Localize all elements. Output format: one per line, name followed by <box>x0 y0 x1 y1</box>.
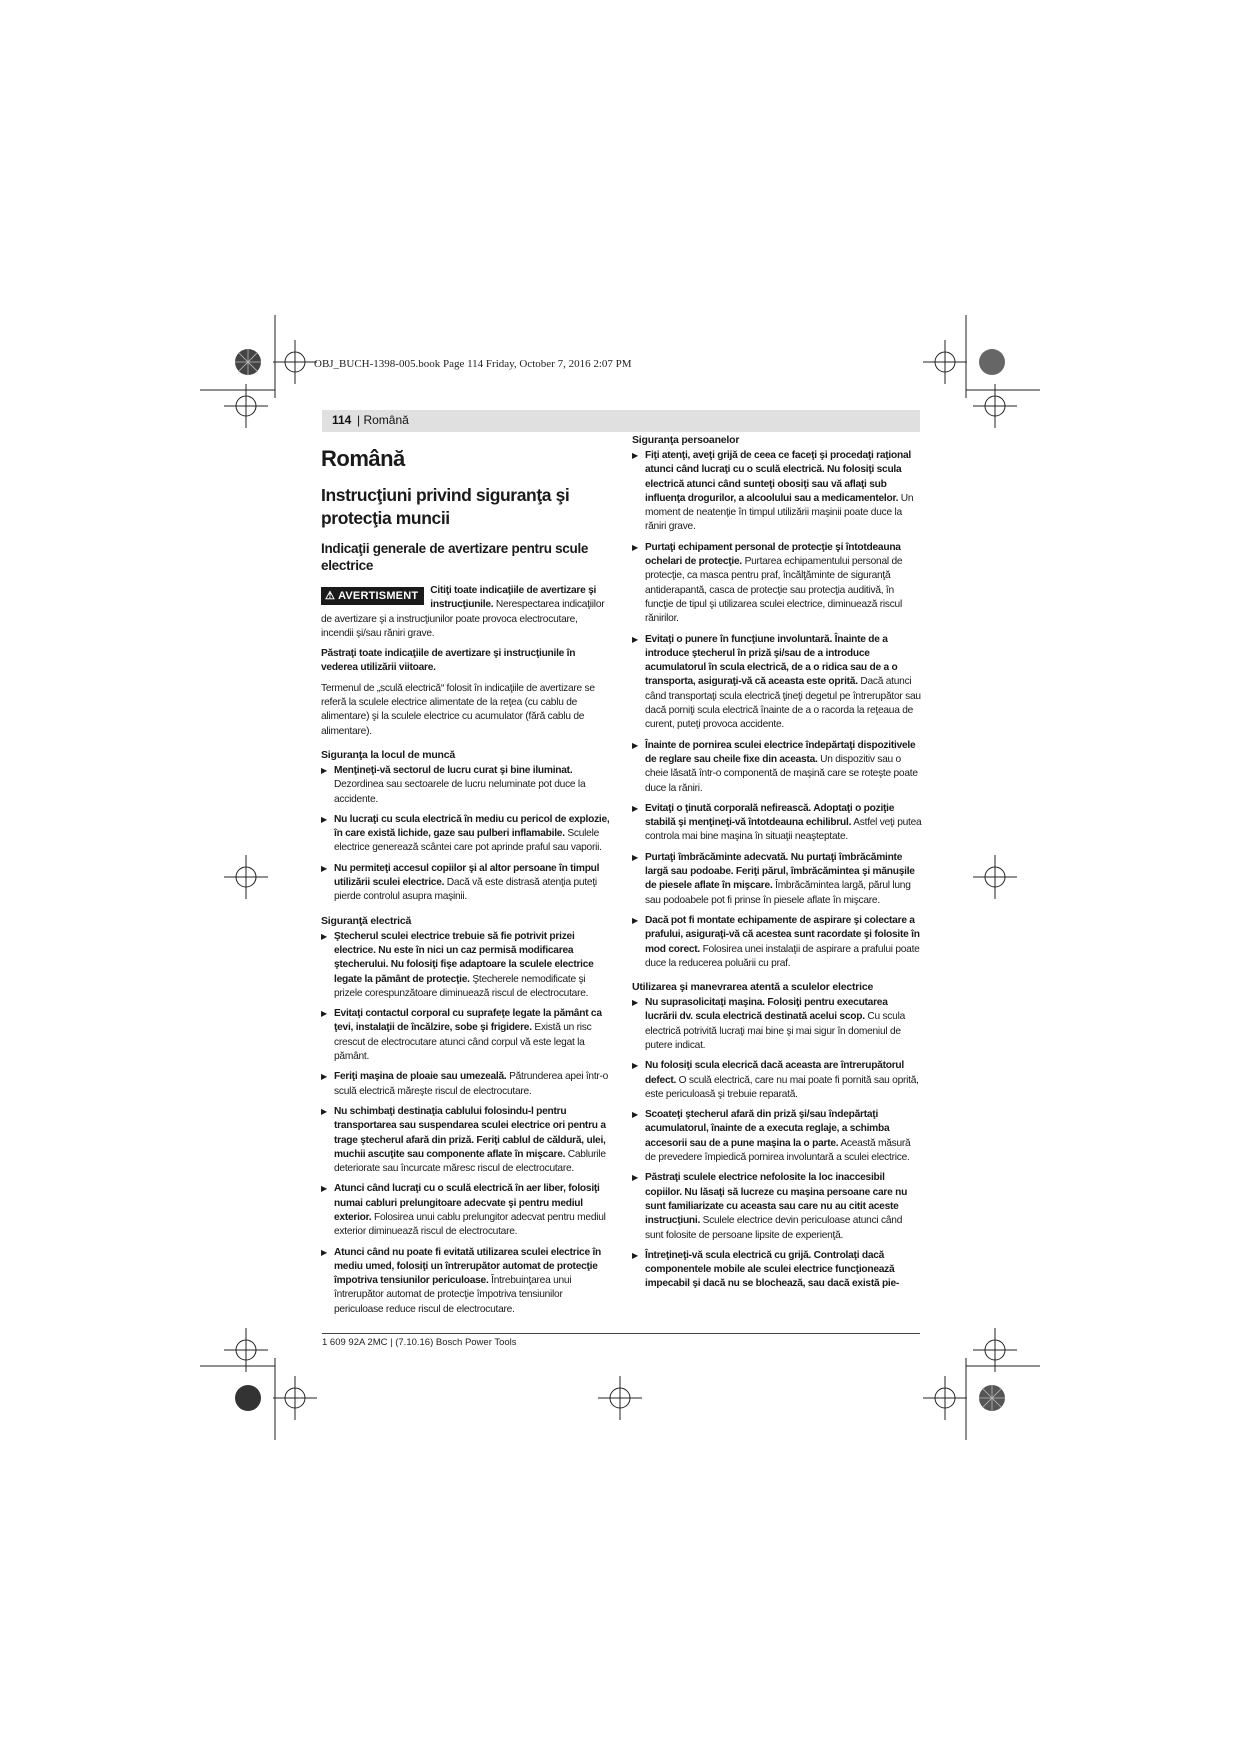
safety-heading: Instrucţiuni privind siguranţa şi protecţia muncii <box>321 485 570 528</box>
list-item <box>321 764 611 807</box>
list-item <box>632 541 922 627</box>
list-item <box>321 813 611 856</box>
electrical-list <box>321 930 611 1317</box>
item-text: Sculele electrice devin periculoase atunci când sunt folosite de persoane lipsite de experienţă. <box>645 1215 903 1241</box>
list-item <box>632 802 922 845</box>
list-item <box>632 914 922 971</box>
item-bold: Înainte de pornirea sculei electrice îndepărtaţi dispozitivele de reglare sau cheile fixe din aceasta. <box>645 739 916 765</box>
list-item <box>632 633 922 733</box>
item-bold: Scoateţi ştecherul afară din priză şi/sau îndepărtaţi acumulatorul, înainte de a executa reglaje, a schimba accesorii sau de a pune maşina la o parte. <box>645 1109 890 1149</box>
item-text: Cu scula electrică potrivită lucraţi mai bine şi mai sigur în domeniul de putere indicat. <box>645 1011 905 1051</box>
item-bold: Nu folosiţi scula elecrică dacă aceasta are întrerupătorul defect. <box>645 1060 904 1086</box>
handling-heading: Utilizarea şi manevrarea atentă a sculelor electrice <box>632 981 874 994</box>
right-column <box>632 434 922 1298</box>
book-info-line: OBJ_BUCH-1398-005.book Page 114 Friday, October 7, 2016 2:07 PM <box>314 358 632 370</box>
keep-instructions: Păstraţi toate indicaţiile de avertizare şi instrucţiunile în vederea utilizării viitoare. <box>321 648 576 674</box>
item-text: Dacă vă este distrasă atenţia puteţi pierde controlul asupra maşinii. <box>334 877 597 903</box>
item-bold: Purtaţi echipament personal de protecţie şi întotdeauna ochelari de protecţie. <box>645 541 901 568</box>
item-text: Întrebuinţarea unui întrerupător automat de protecţie împotriva tensiunilor periculoase reduce riscul de electrocutare. <box>334 1275 572 1315</box>
general-warnings-heading: Indicaţii generale de avertizare pentru scule electrice <box>321 541 589 573</box>
list-item <box>632 851 922 908</box>
page-number: 114 <box>332 413 352 427</box>
item-bold: Nu schimbaţi destinaţia cablului folosindu-l pentru transportarea sau suspendarea sculei electrice ori pentru a trage ştecherul afară din priză. Feriţi cablul de căldură, ulei, muchii ascuţite sau componente aflate în mişcare. <box>334 1105 606 1160</box>
item-bold: Dacă pot fi montate echipamente de aspirare şi colectare a prafului, asiguraţi-vă că acestea sunt racordate şi folosite în mod corect. <box>645 914 920 955</box>
warning-triangle-icon: ⚠ <box>325 590 336 602</box>
list-item <box>321 1070 611 1099</box>
header-separator: | <box>357 413 364 427</box>
list-item <box>632 739 922 796</box>
warning-badge-label: AVERTISMENT <box>338 590 419 602</box>
list-item <box>321 1182 611 1239</box>
item-bold: Evitaţi contactul corporal cu suprafeţe legate la pământ ca ţevi, instalaţii de încălzire, sobe şi frigidere. <box>334 1008 602 1034</box>
item-text: Această măsură de prevedere împiedică pornirea involuntară a sculei electrice. <box>645 1137 911 1164</box>
left-column <box>321 440 611 1323</box>
language-title: Română <box>321 446 405 471</box>
item-bold: Atunci când nu poate fi evitată utilizarea sculei electrice în mediu umed, folosiţi un întrerupător automat de protecţie împotriva tensiunilor periculoase. <box>334 1246 602 1287</box>
footer-rule <box>322 1333 920 1334</box>
term-definition: Termenul de „sculă electrică“ folosit în indicaţiile de avertizare se referă la sculele electrice alimentate de la reţea (cu cablu de alimentare) şi la sculele electrice cu acumulator (fără cablu de alimentare). <box>321 682 595 737</box>
personal-list <box>632 449 922 971</box>
item-text: Există un risc crescut de electrocutare atunci când corpul vă este legat la pământ. <box>334 1022 592 1063</box>
header-section-label: Română <box>363 413 409 427</box>
item-bold: Fiţi atenţi, aveţi grijă de ceea ce faceţi şi procedaţi raţional atunci când lucraţi cu o sculă electrică. Nu folosiţi scula electrică atunci când sunteţi obosiţi sau vă aflaţi sub influenţa drogurilor, a alcoolului sau a medicamentelor. <box>645 450 911 504</box>
warning-text: Nerespectarea indicaţiilor de avertizare şi a instrucţiunilor poate provoca electrocutare, incendii şi/sau răniri grave. <box>321 599 605 639</box>
header-section <box>357 413 409 427</box>
item-bold: Feriţi maşina de ploaie sau umezeală. <box>334 1071 507 1083</box>
list-item <box>632 996 922 1053</box>
item-text: Folosirea unei instalaţii de aspirare a prafului poate duce la reducerea poluării cu praf. <box>645 943 920 969</box>
item-bold: Ştecherul sculei electrice trebuie să fie potrivit prizei electrice. Nu este în nici un caz permisă modificarea ştecherului. Nu folosiţi fişe adaptoare la sculele electrice legate la pământ de protecţie. <box>334 930 594 985</box>
page-header <box>322 410 920 432</box>
item-text: Ştecherele nemodificate şi prizele corespunzătoare diminuează riscul de electrocutare. <box>334 973 589 999</box>
warning-bold: Citiţi toate indicaţiile de avertizare şi instrucţiunile. <box>430 585 597 611</box>
list-item <box>632 1059 922 1102</box>
workplace-list <box>321 764 611 905</box>
item-bold: Menţineţi-vă sectorul de lucru curat şi bine iluminat. <box>334 764 573 776</box>
item-text: Cablurile deteriorate sau încurcate măresc riscul de electrocutare. <box>334 1148 606 1175</box>
list-item <box>321 862 611 905</box>
workplace-heading: Siguranţa la locul de muncă <box>321 748 456 761</box>
electrical-heading: Siguranţă electrică <box>321 914 412 927</box>
item-bold: Purtaţi îmbrăcăminte adecvată. Nu purtaţi îmbrăcăminte largă sau podoabe. Feriţi părul, îmbrăcămintea şi mănuşile de piesele aflate în mişcare. <box>645 851 915 892</box>
item-text: Îmbrăcămintea largă, părul lung sau podoabele pot fi prinse în piesele aflate în mişcare. <box>645 880 911 906</box>
item-text: Folosirea unui cablu prelungitor adecvat pentru mediul exterior diminuează riscul de electrocutare. <box>334 1211 606 1238</box>
list-item <box>632 1108 922 1165</box>
list-item <box>632 449 922 535</box>
item-bold: Evitaţi o ţinută corporală nefirească. Adoptaţi o poziţie stabilă şi menţineţi-vă întotdeauna echilibrul. <box>645 802 895 829</box>
item-bold: Atunci când lucraţi cu o sculă electrică în aer liber, folosiţi numai cabluri prelungitoare adecvate şi pentru mediul exterior. <box>334 1183 600 1223</box>
warning-paragraph <box>321 584 611 641</box>
item-text: Dacă atunci când transportaţi scula electrică ţineţi degetul pe întrerupător sau dacă porniţi scula electrică înainte de a o racorda la reţeaua de curent, puteţi provoca accidente. <box>645 676 921 731</box>
handling-list <box>632 996 922 1292</box>
page-footer: 1 609 92A 2MC | (7.10.16) Bosch Power Tools <box>322 1337 517 1348</box>
list-item <box>321 1246 611 1317</box>
list-item <box>321 1007 611 1064</box>
item-bold: Nu suprasolicitaţi maşina. Folosiţi pentru executarea lucrării dv. scula electrică destinată acelui scop. <box>645 997 888 1023</box>
item-bold: Întreţineţi-vă scula electrică cu grijă. Controlaţi dacă componentele mobile ale sculei electrice funcţionează impecabil şi dacă nu se blochează, sau dacă există pie- <box>645 1249 900 1290</box>
item-text: Pătrunderea apei într-o sculă electrică măreşte riscul de electrocutare. <box>334 1071 609 1097</box>
list-item <box>632 1171 922 1242</box>
item-text: Astfel veţi putea controla mai bine maşina în situaţii neaşteptate. <box>645 817 922 843</box>
personal-heading: Siguranţa persoanelor <box>632 434 740 446</box>
warning-badge <box>321 587 424 605</box>
item-text: Purtarea echipamentului personal de protecţie, ca masca pentru praf, încălţăminte de siguranţă antiderapantă, casca de protecţie sau protecţia auditivă, în funcţie de tipul şi utilizarea sculei electrice, diminuează riscul rănirilor. <box>645 556 903 625</box>
item-text: O sculă electrică, care nu mai poate fi pornită sau oprită, este periculoasă şi trebuie reparată. <box>645 1074 919 1100</box>
item-bold: Evitaţi o punere în funcţiune involuntară. Înainte de a introduce ştecherul în priză şi/sau de a introduce acumulatorul în scula electrică, de a o ridica sau de a o transporta, asiguraţi-vă că aceasta este oprită. <box>645 633 898 688</box>
list-item <box>632 1249 922 1292</box>
item-text: Dezordinea sau sectoarele de lucru neluminate pot duce la accidente. <box>334 779 586 805</box>
item-bold: Păstraţi sculele electrice nefolosite la loc inaccesibil copiilor. Nu lăsaţi să lucreze cu maşina persoane care nu sunt familiarizate cu aceasta sau care nu au citit aceste instrucţiuni. <box>645 1172 908 1227</box>
list-item <box>321 930 611 1001</box>
item-bold: Nu permiteţi accesul copiilor şi al altor persoane în timpul utilizării sculei electrice. <box>334 862 600 889</box>
list-item <box>321 1105 611 1176</box>
item-text: Sculele electrice generează scântei care pot aprinde praful sau vaporii. <box>334 828 602 854</box>
item-text: Un moment de neatenţie în timpul utilizării maşinii poate duce la răniri grave. <box>645 492 914 533</box>
item-text: Un dispozitiv sau o cheie lăsată într-o componentă de maşină care se roteşte poate duce la răniri. <box>645 753 918 794</box>
item-bold: Nu lucraţi cu scula electrică în mediu cu pericol de explozie, în care există lichide, gaze sau pulberi inflamabile. <box>334 813 610 840</box>
